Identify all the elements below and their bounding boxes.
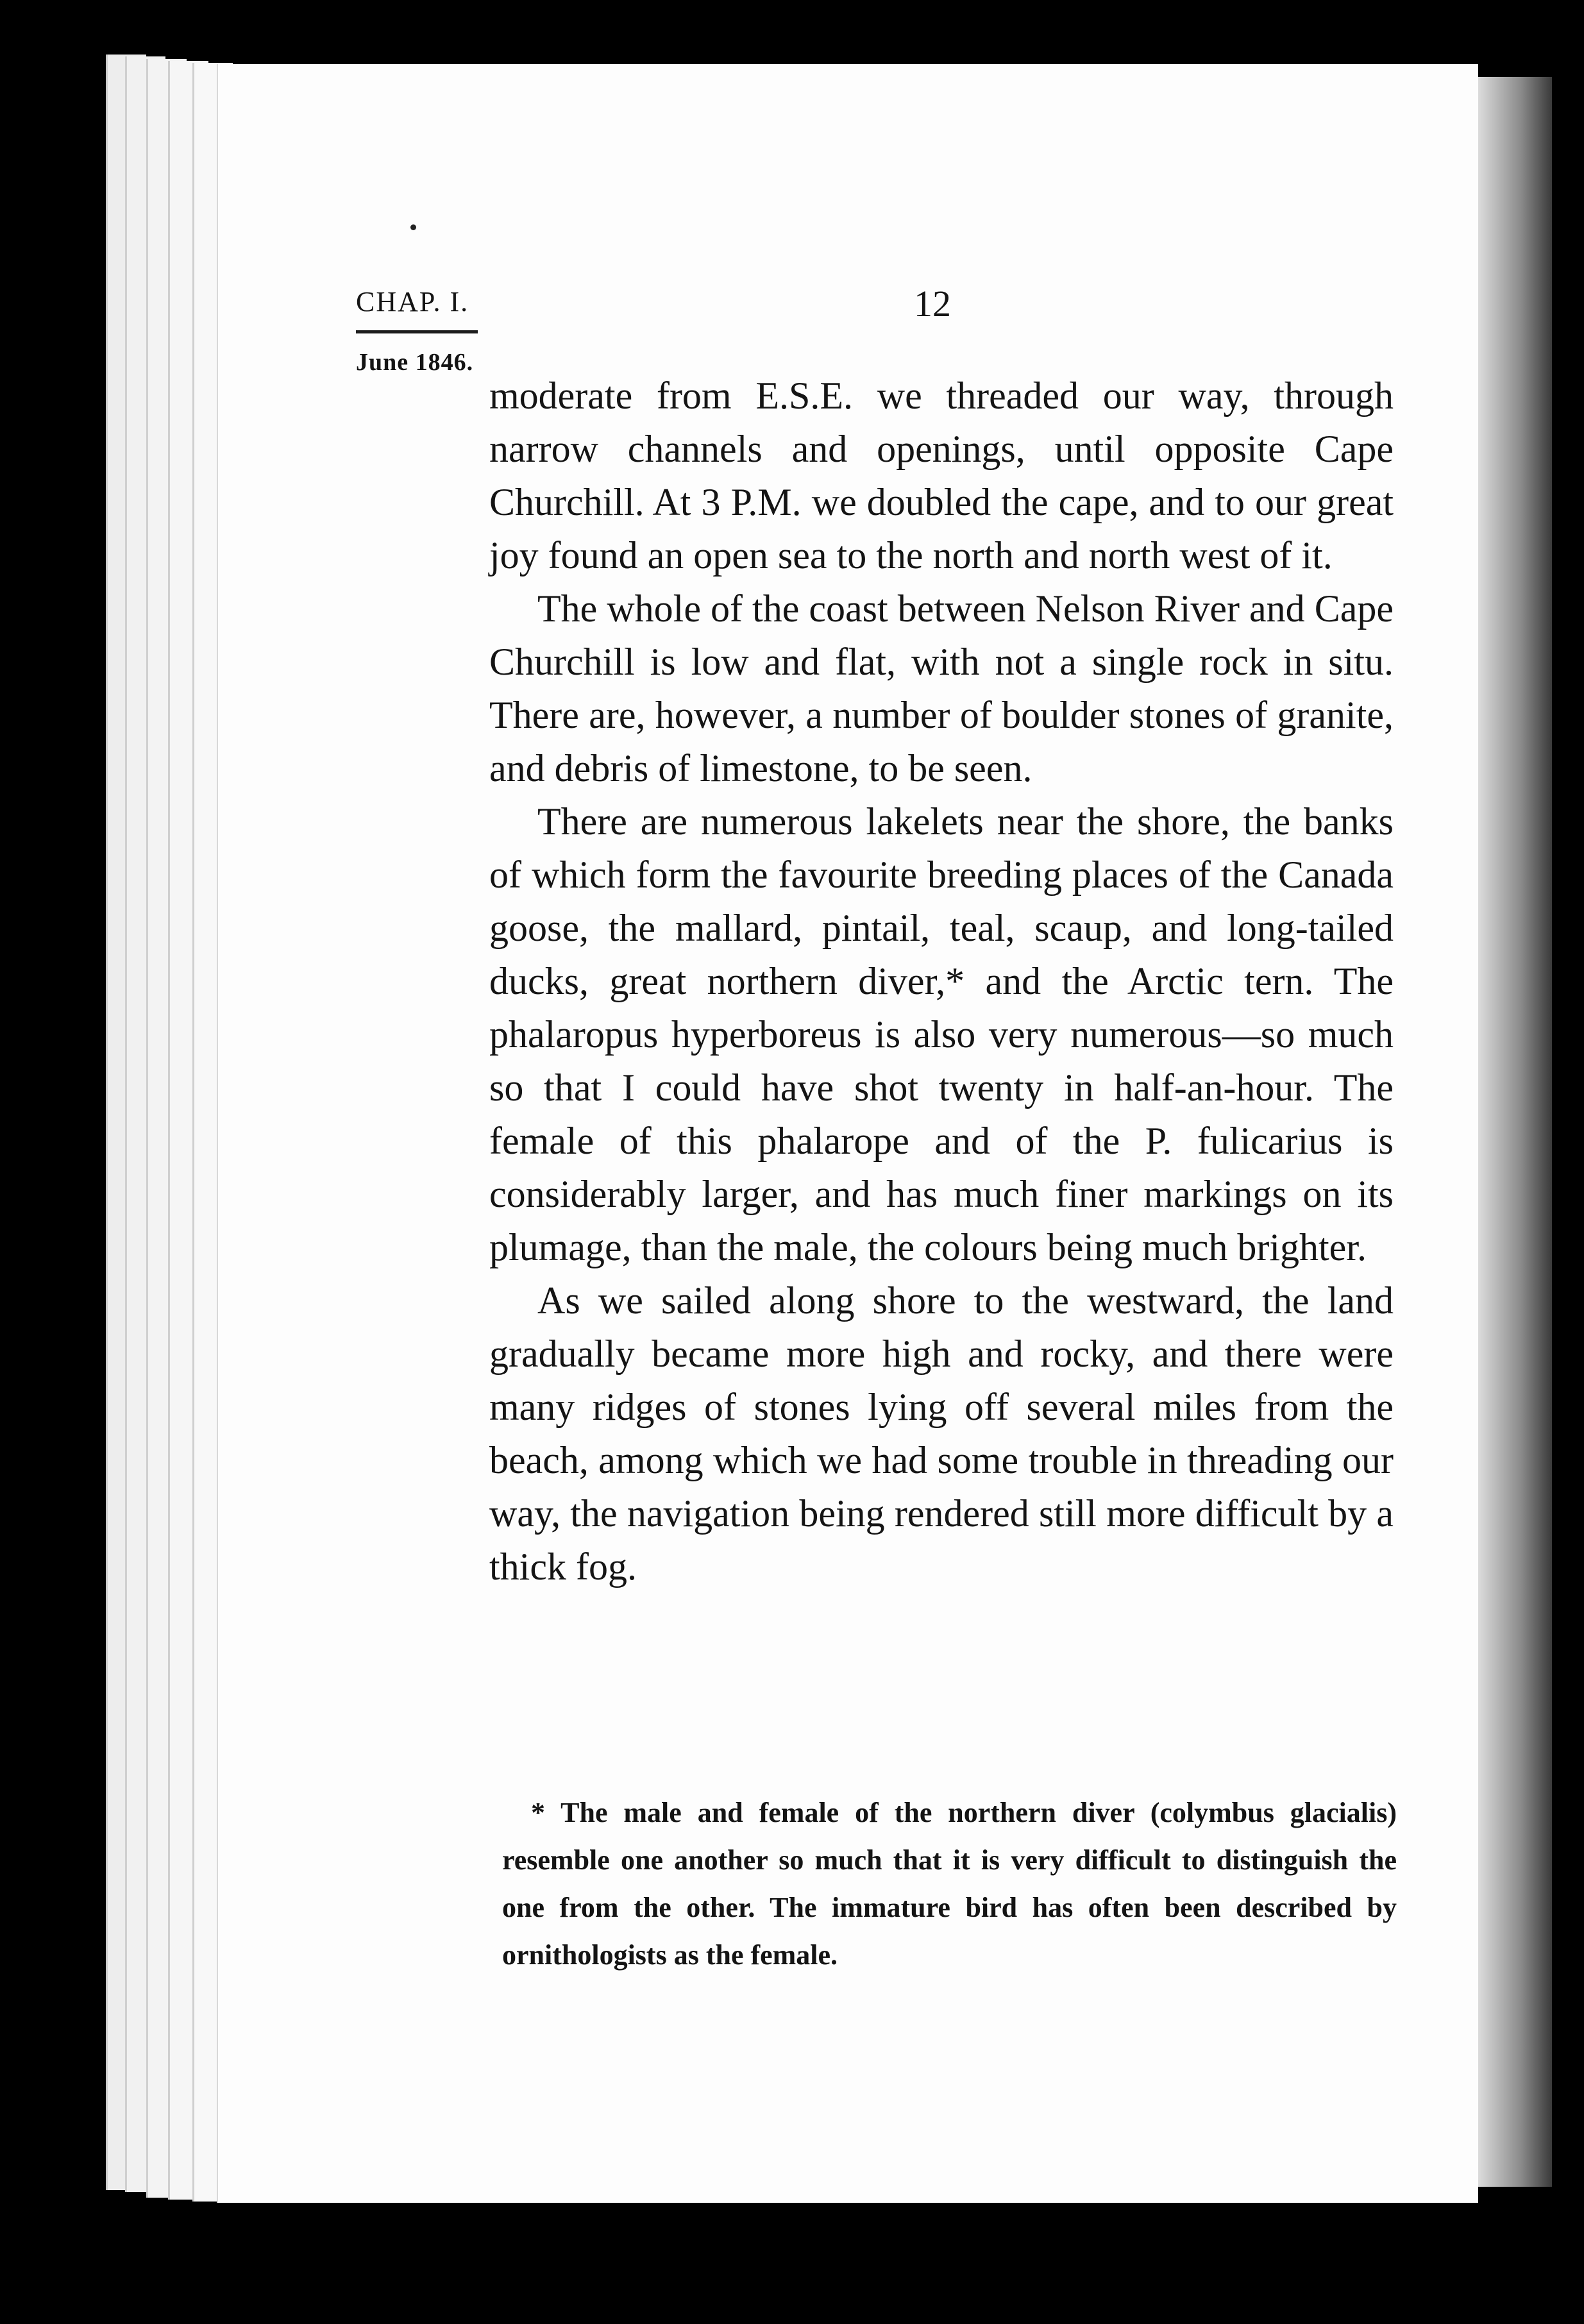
page-number: 12 (914, 283, 951, 324)
paragraph: There are numerous lakelets near the shore, the banks of which form the favourite breeding places of the Canada goose, the mallard, pintail, teal, scaup, and long-tailed ducks, great northern diver,* and the Arctic tern. The phalaropus hyperboreus is also very numerous—so much so that I could have shot twenty in half-an-hour. The female of this phalarope and of the P. fulicarius is considerably larger, and has much finer markings on its plumage, than the male, the colours being much brighter. (489, 800, 1394, 1268)
paragraph: moderate from E.S.E. we threaded our way, through narrow channels and openings, until opposite Cape Churchill. At 3 P.M. we doubled the cape, and to our great joy found an open sea to the north and north west of it. (489, 375, 1394, 577)
ink-speck (410, 224, 416, 230)
facing-page-edge (1475, 77, 1552, 2187)
margin-date: June 1846. (356, 349, 474, 376)
body-text (489, 369, 1394, 1594)
chapter-rule (356, 330, 478, 333)
footnote: * The male and female of the northern diver (colymbus glacialis) resemble one another so much that it is very difficult to distinguish the one from the other. The immature bird has often been described by ornithologists as the female. (502, 1797, 1397, 1971)
chapter-heading: CHAP. I. (356, 286, 469, 317)
paragraph: As we sailed along shore to the westward, the land gradually became more high and rocky, and there were many ridges of stones lying off several miles from the beach, among which we had some trouble in threading our way, the navigation being rendered still more difficult by a thick fog. (489, 1279, 1394, 1588)
paragraph: The whole of the coast between Nelson River and Cape Churchill is low and flat, with not a single rock in situ. There are, however, a number of boulder stones of granite, and debris of limestone, to be seen. (489, 587, 1394, 789)
